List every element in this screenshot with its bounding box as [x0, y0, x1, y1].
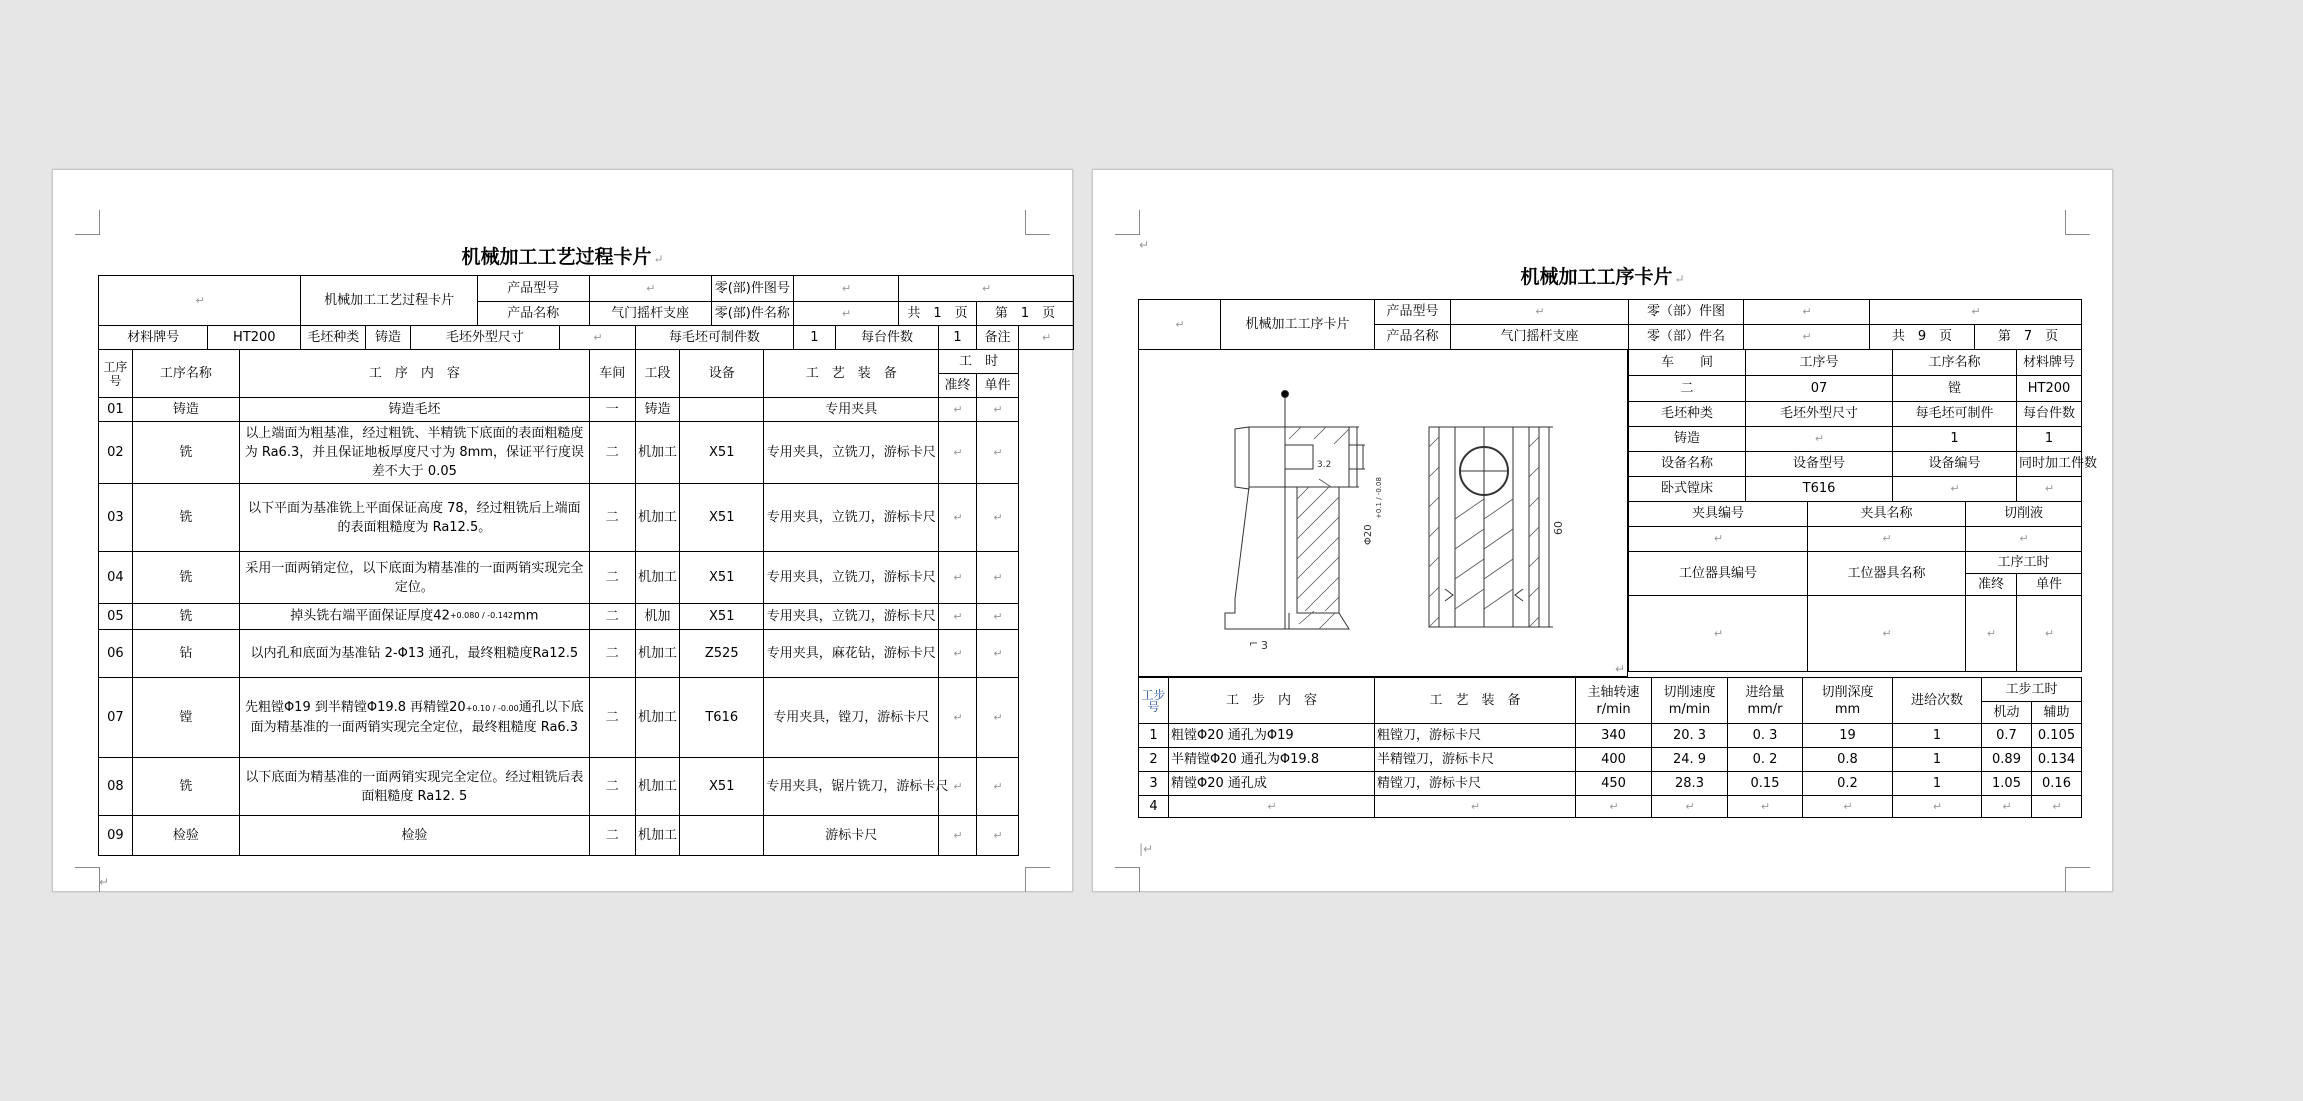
crop-mark [2065, 867, 2090, 892]
fixture-name-value: ↵ [1808, 527, 1966, 552]
table-row [99, 816, 1074, 856]
blank-type-value: 铸造 [1629, 427, 1746, 452]
step-no: 4 [1139, 796, 1169, 818]
row-prep-time: ↵ [939, 484, 977, 552]
blank-cell: ↵ [1139, 300, 1221, 350]
per-unit-value: 1 [2017, 427, 2082, 452]
row-workshop: 二 [589, 422, 635, 484]
step-passes: 1 [1893, 772, 1982, 796]
row-workshop: 二 [589, 630, 635, 678]
row-section: 机加工 [635, 484, 679, 552]
steps-table [1138, 677, 2082, 818]
product-name-label: 产品名称 [1375, 325, 1451, 350]
step-depth: 0.2 [1803, 772, 1893, 796]
row-op-no: 04 [99, 552, 133, 604]
pin-icon [1282, 391, 1289, 398]
step-feed: ↵ [1728, 796, 1803, 818]
row-equipment: X51 [680, 758, 764, 816]
op-time-label: 工序工时 [1966, 552, 2082, 574]
equip-no-value: ↵ [1893, 477, 2017, 502]
row-equipment: X51 [680, 552, 764, 604]
blank-size-label: 毛坯外型尺寸 [410, 326, 560, 350]
row-op-content: 以下底面为精基准的一面两销实现完全定位。经过粗铣后表面粗糙度 Ra12. 5 [240, 758, 590, 816]
row-unit-time: ↵ [976, 758, 1018, 816]
step-tooling: 半精镗刀，游标卡尺 [1375, 748, 1576, 772]
row-equipment: X51 [680, 484, 764, 552]
part-name-value: ↵ [1744, 325, 1870, 350]
step-passes: 1 [1893, 748, 1982, 772]
op-name-label: 工序名称 [1893, 350, 2017, 376]
workshop-value: 二 [1629, 376, 1746, 402]
card-name: 机械加工工艺过程卡片 [301, 276, 478, 326]
step-content: 半精镗Φ20 通孔为Φ19.8 [1169, 748, 1375, 772]
step-spindle: 400 [1576, 748, 1652, 772]
col-time: 工 时 [939, 350, 1019, 374]
row-op-no: 03 [99, 484, 133, 552]
page-number: 第 1 页 [976, 302, 1073, 326]
product-model-label: 产品型号 [1375, 300, 1451, 325]
step-spindle: ↵ [1576, 796, 1652, 818]
row-section: 机加工 [635, 422, 679, 484]
step-feed: 0. 2 [1728, 748, 1803, 772]
station-name-value: ↵ [1808, 596, 1966, 672]
step-depth: 19 [1803, 724, 1893, 748]
page-number: 第 7 页 [1975, 325, 2082, 350]
row-prep-time: ↵ [939, 422, 977, 484]
crop-mark [75, 867, 100, 892]
unit-value: ↵ [2017, 596, 2082, 672]
step-no: 2 [1139, 748, 1169, 772]
col-cut-depth: 切削深度 mm [1803, 678, 1893, 724]
row-equipment: T616 [680, 678, 764, 758]
blank-type-label: 毛坯种类 [1629, 402, 1746, 427]
row-tooling: 专用夹具，锯片铣刀，游标卡尺 [764, 758, 939, 816]
row-section: 机加工 [635, 816, 679, 856]
table-row [99, 630, 1074, 678]
row-op-name: 钻 [132, 630, 239, 678]
parts-per-blank-value: 1 [793, 326, 835, 350]
text-cursor[interactable]: |↵ [1139, 842, 1154, 856]
row-op-no: 07 [99, 678, 133, 758]
row-op-content: 采用一面两销定位，以下底面为精基准的一面两销实现完全定位。 [240, 552, 590, 604]
table-row [99, 398, 1074, 422]
table-row [1139, 796, 2082, 818]
station-name-label: 工位器具名称 [1808, 552, 1966, 596]
table-row [99, 758, 1074, 816]
op-card-header-table [1138, 299, 2082, 350]
row-op-name: 检验 [132, 816, 239, 856]
document-page-1 [52, 169, 1073, 892]
card-name: 机械加工工序卡片 [1221, 300, 1375, 350]
simultaneous-label: 同时加工件数 [2017, 452, 2082, 477]
step-feed: 0.15 [1728, 772, 1803, 796]
step-feed: 0. 3 [1728, 724, 1803, 748]
row-workshop: 二 [589, 604, 635, 630]
fixture-no-label: 夹具编号 [1629, 502, 1808, 527]
row-workshop: 二 [589, 758, 635, 816]
part-drawing-label: 零（部）件图 [1629, 300, 1744, 325]
part-name-label: 零（部）件名 [1629, 325, 1744, 350]
product-name-value: 气门摇杆支座 [1451, 325, 1629, 350]
part-drawing-value: ↵ [793, 276, 898, 302]
equip-name-value: 卧式镗床 [1629, 477, 1746, 502]
part-drawing [1138, 349, 1628, 677]
simultaneous-value: ↵ [2017, 477, 2082, 502]
coolant-label: 切削液 [1966, 502, 2082, 527]
col-machine-time: 机动 [1982, 702, 2032, 724]
step-speed: 24. 9 [1652, 748, 1728, 772]
process-card-table [98, 275, 1074, 856]
col-workshop: 车间 [589, 350, 635, 398]
surface-roughness-label: 3.2 [1317, 460, 1332, 470]
row-workshop: 二 [589, 552, 635, 604]
row-prep-time: ↵ [939, 816, 977, 856]
material-label: 材料牌号 [99, 326, 208, 350]
blank-type-label: 毛坯种类 [301, 326, 366, 350]
col-aux-time: 辅助 [2032, 702, 2082, 724]
row-prep-time: ↵ [939, 678, 977, 758]
col-prep-time: 准终 [939, 374, 977, 398]
product-model-value: ↵ [589, 276, 711, 302]
row-section: 机加工 [635, 552, 679, 604]
table-row [1139, 772, 2082, 796]
base-label-mark: ⌐ [1249, 637, 1259, 650]
prep-value: ↵ [1966, 596, 2017, 672]
blank-size-value: ↵ [1746, 427, 1893, 452]
total-pages: 共 9 页 [1870, 325, 1975, 350]
row-workshop: 一 [589, 398, 635, 422]
row-workshop: 二 [589, 816, 635, 856]
op-name-value: 镗 [1893, 376, 2017, 402]
length-label: 60 [1552, 521, 1565, 535]
col-passes: 进给次数 [1893, 678, 1982, 724]
step-no: 3 [1139, 772, 1169, 796]
prep-label: 准终 [1966, 574, 2017, 596]
parts-per-blank-value: 1 [1893, 427, 2017, 452]
unit-label: 单件 [2017, 574, 2082, 596]
row-equipment [680, 816, 764, 856]
row-unit-time: ↵ [976, 484, 1018, 552]
row-tooling: 专用夹具，立铣刀，游标卡尺 [764, 552, 939, 604]
step-speed: 28.3 [1652, 772, 1728, 796]
per-unit-label: 每台件数 [835, 326, 938, 350]
fixture-no-value: ↵ [1629, 527, 1808, 552]
page-title: 机械加工工序卡片 ↵ [1520, 266, 1685, 288]
step-tooling: 粗镗刀，游标卡尺 [1375, 724, 1576, 748]
step-aux-time: ↵ [2032, 796, 2082, 818]
row-unit-time: ↵ [976, 816, 1018, 856]
row-tooling: 专用夹具，立铣刀，游标卡尺 [764, 422, 939, 484]
row-op-name: 铸造 [132, 398, 239, 422]
op-info-table [1628, 349, 2098, 672]
row-op-name: 铣 [132, 604, 239, 630]
total-pages: 共 1 页 [899, 302, 977, 326]
row-tooling: 专用夹具 [764, 398, 939, 422]
row-op-no: 01 [99, 398, 133, 422]
row-section: 机加工 [635, 630, 679, 678]
blank-type-value: 铸造 [366, 326, 410, 350]
row-tooling: 游标卡尺 [764, 816, 939, 856]
blank-cell: ↵ [99, 276, 301, 326]
row-op-no: 09 [99, 816, 133, 856]
step-tooling: 精镗刀，游标卡尺 [1375, 772, 1576, 796]
crop-mark [1115, 867, 1140, 892]
equip-model-value: T616 [1746, 477, 1893, 502]
row-op-content: 以上端面为粗基准，经过粗铣、半精铣下底面的表面粗糙度为 Ra6.3，并且保证地板厚度尺寸为 8mm，保证平行度误差不大于 0.05 [240, 422, 590, 484]
blank-cell: ↵ [1870, 300, 2082, 325]
crop-mark [75, 210, 100, 235]
blank-cell: ↵ [899, 276, 1074, 302]
fixture-name-label: 夹具名称 [1808, 502, 1966, 527]
row-unit-time: ↵ [976, 422, 1018, 484]
row-equipment: X51 [680, 604, 764, 630]
row-equipment: X51 [680, 422, 764, 484]
equip-model-label: 设备型号 [1746, 452, 1893, 477]
row-prep-time: ↵ [939, 604, 977, 630]
row-op-name: 铣 [132, 422, 239, 484]
col-step-no: 工步号 [1139, 678, 1169, 724]
diameter-tolerance: +0.1 / -0.08 [1375, 477, 1383, 519]
diameter-label: Φ20 [1363, 524, 1374, 545]
crop-mark [2065, 210, 2090, 235]
table-row [99, 484, 1074, 552]
col-op-name: 工序名称 [132, 350, 239, 398]
row-prep-time: ↵ [939, 758, 977, 816]
blank-size-label: 毛坯外型尺寸 [1746, 402, 1893, 427]
crop-mark [1115, 210, 1140, 235]
row-op-name: 铣 [132, 552, 239, 604]
table-row [99, 422, 1074, 484]
row-op-no: 06 [99, 630, 133, 678]
paragraph-mark: ↵ [99, 875, 110, 889]
material-label: 材料牌号 [2017, 350, 2082, 376]
step-spindle: 340 [1576, 724, 1652, 748]
part-drawing-label: 零(部)件图号 [711, 276, 793, 302]
row-workshop: 二 [589, 484, 635, 552]
row-op-content: 检验 [240, 816, 590, 856]
row-equipment: Z525 [680, 630, 764, 678]
row-section: 机加 [635, 604, 679, 630]
station-no-label: 工位器具编号 [1629, 552, 1808, 596]
step-speed: 20. 3 [1652, 724, 1728, 748]
row-unit-time: ↵ [976, 678, 1018, 758]
blank-size-value: ↵ [560, 326, 636, 350]
row-unit-time: ↵ [976, 604, 1018, 630]
step-machine-time: 1.05 [1982, 772, 2032, 796]
base-label: 3 [1261, 639, 1268, 652]
op-no-value: 07 [1746, 376, 1893, 402]
row-prep-time: ↵ [939, 552, 977, 604]
station-no-value: ↵ [1629, 596, 1808, 672]
crop-mark [1025, 867, 1050, 892]
col-cut-speed: 切削速度 m/min [1652, 678, 1728, 724]
step-aux-time: 0.16 [2032, 772, 2082, 796]
row-op-name: 铣 [132, 758, 239, 816]
row-unit-time: ↵ [976, 630, 1018, 678]
step-aux-time: 0.134 [2032, 748, 2082, 772]
col-tooling: 工 艺 装 备 [764, 350, 939, 398]
table-row [99, 604, 1074, 630]
col-unit-time: 单件 [976, 374, 1018, 398]
step-passes: ↵ [1893, 796, 1982, 818]
row-prep-time: ↵ [939, 630, 977, 678]
row-prep-time: ↵ [939, 398, 977, 422]
col-spindle: 主轴转速 r/min [1576, 678, 1652, 724]
row-op-no: 05 [99, 604, 133, 630]
step-spindle: 450 [1576, 772, 1652, 796]
material-value: HT200 [208, 326, 301, 350]
material-value: HT200 [2017, 376, 2082, 402]
step-tooling: ↵ [1375, 796, 1576, 818]
step-passes: 1 [1893, 724, 1982, 748]
col-op-no: 工序号 [99, 350, 133, 398]
part-name-value: ↵ [793, 302, 898, 326]
row-op-name: 镗 [132, 678, 239, 758]
row-section: 机加工 [635, 758, 679, 816]
row-tooling: 专用夹具，立铣刀，游标卡尺 [764, 604, 939, 630]
step-aux-time: 0.105 [2032, 724, 2082, 748]
row-op-no: 08 [99, 758, 133, 816]
row-unit-time: ↵ [976, 398, 1018, 422]
page-title: 机械加工工艺过程卡片 ↵ [461, 246, 664, 268]
row-section: 铸造 [635, 398, 679, 422]
product-model-value: ↵ [1451, 300, 1629, 325]
row-op-name: 铣 [132, 484, 239, 552]
row-op-content: 以内孔和底面为基准钻 2-Φ13 通孔，最终粗糙度Ra12.5 [240, 630, 590, 678]
product-name-value: 气门摇杆支座 [589, 302, 711, 326]
table-row [99, 552, 1074, 604]
row-tooling: 专用夹具，立铣刀，游标卡尺 [764, 484, 939, 552]
step-content: 粗镗Φ20 通孔为Φ19 [1169, 724, 1375, 748]
equip-no-label: 设备编号 [1893, 452, 2017, 477]
parts-per-blank-label: 每毛坯可制件 [1893, 402, 2017, 427]
row-op-content: 先粗镗Φ19 到半精镗Φ19.8 再精镗20+0.10 / -0.00通孔以下底面为精基准的一面两销实现完全定位，最终粗糙度 Ra6.3 [240, 678, 590, 758]
col-step-content: 工 步 内 容 [1169, 678, 1375, 724]
row-tooling: 专用夹具，麻花钻，游标卡尺 [764, 630, 939, 678]
row-op-content: 铸造毛坯 [240, 398, 590, 422]
step-machine-time: 0.7 [1982, 724, 2032, 748]
table-row [1139, 748, 2082, 772]
step-content: 精镗Φ20 通孔成 [1169, 772, 1375, 796]
paragraph-mark: ↵ [1139, 238, 1150, 252]
step-speed: ↵ [1652, 796, 1728, 818]
part-name-label: 零(部)件名称 [711, 302, 793, 326]
col-step-tooling: 工 艺 装 备 [1375, 678, 1576, 724]
row-section: 机加工 [635, 678, 679, 758]
row-op-no: 02 [99, 422, 133, 484]
workshop-label: 车 间 [1629, 350, 1746, 376]
row-equipment [680, 398, 764, 422]
row-unit-time: ↵ [976, 552, 1018, 604]
per-unit-label: 每台件数 [2017, 402, 2082, 427]
remark-value: ↵ [1019, 326, 1074, 350]
step-machine-time: 0.89 [1982, 748, 2032, 772]
table-row [99, 678, 1074, 758]
col-step-time: 工步工时 [1982, 678, 2082, 702]
step-depth: 0.8 [1803, 748, 1893, 772]
crop-mark [1025, 210, 1050, 235]
col-op-content: 工 序 内 容 [240, 350, 590, 398]
step-content: ↵ [1169, 796, 1375, 818]
remark-label: 备注 [976, 326, 1018, 350]
row-workshop: 二 [589, 678, 635, 758]
step-machine-time: ↵ [1982, 796, 2032, 818]
step-depth: ↵ [1803, 796, 1893, 818]
row-op-content: 以下平面为基准铣上平面保证高度 78，经过粗铣后上端面的表面粗糙度为 Ra12.5。 [240, 484, 590, 552]
row-op-content: 掉头铣右端平面保证厚度42+0.080 / -0.142mm [240, 604, 590, 630]
coolant-value: ↵ [1966, 527, 2082, 552]
col-feed: 进给量 mm/r [1728, 678, 1803, 724]
parts-per-blank-label: 每毛坯可制件数 [635, 326, 793, 350]
step-no: 1 [1139, 724, 1169, 748]
row-tooling: 专用夹具，镗刀，游标卡尺 [764, 678, 939, 758]
product-name-label: 产品名称 [478, 302, 590, 326]
per-unit-value: 1 [939, 326, 977, 350]
table-row [1139, 724, 2082, 748]
product-model-label: 产品型号 [478, 276, 590, 302]
part-drawing-value: ↵ [1744, 300, 1870, 325]
equip-name-label: 设备名称 [1629, 452, 1746, 477]
document-page-2 [1092, 169, 2113, 892]
op-no-label: 工序号 [1746, 350, 1893, 376]
paragraph-mark: ↵ [1614, 662, 1625, 676]
col-equipment: 设备 [680, 350, 764, 398]
col-section: 工段 [635, 350, 679, 398]
bore-section-drawing [1139, 349, 1627, 675]
